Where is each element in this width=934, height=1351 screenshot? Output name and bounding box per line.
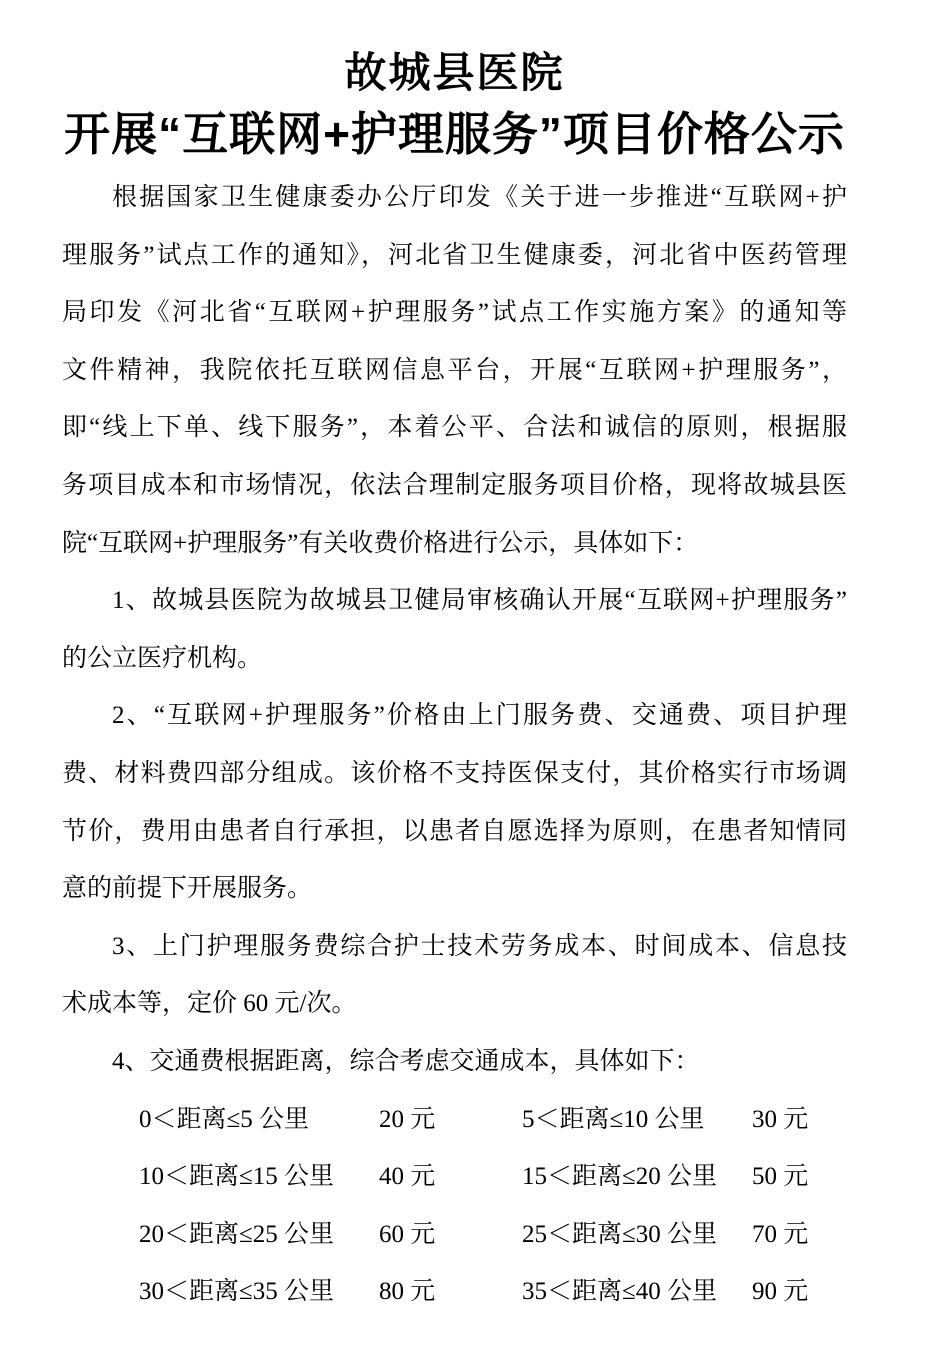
text-line: 即“线上下单、线下服务”，本着公平、合法和诚信的原则，根据服 bbox=[62, 414, 847, 442]
distance-range-cell: 20＜距离≤25 公里 bbox=[139, 1220, 334, 1248]
text-line: 3、上门护理服务费综合护士技术劳务成本、时间成本、信息技 bbox=[112, 932, 847, 960]
price-cell: 40 元 bbox=[379, 1163, 436, 1191]
fee-table-row bbox=[62, 1148, 847, 1206]
text-line: 务项目成本和市场情况，依法合理制定服务项目价格，现将故城县医 bbox=[62, 471, 847, 499]
text-line: 局印发《河北省“互联网+护理服务”试点工作实施方案》的通知等 bbox=[62, 299, 847, 327]
text-line: 1、故城县医院为故城县卫健局审核确认开展“互联网+护理服务” bbox=[112, 587, 847, 615]
fee-table-row bbox=[62, 1206, 847, 1264]
paragraph bbox=[62, 572, 847, 687]
distance-range-cell: 30＜距离≤35 公里 bbox=[139, 1278, 334, 1306]
price-cell: 30 元 bbox=[752, 1105, 809, 1133]
price-cell: 20 元 bbox=[379, 1105, 436, 1133]
price-cell: 60 元 bbox=[379, 1220, 436, 1248]
text-line: 费、材料费四部分组成。该价格不支持医保支付，其价格实行市场调 bbox=[62, 759, 847, 787]
price-cell: 80 元 bbox=[379, 1278, 436, 1306]
text-line: 节价，费用由患者自行承担，以患者自愿选择为原则，在患者知情同 bbox=[62, 817, 847, 845]
paragraph bbox=[62, 918, 847, 1033]
distance-range-cell: 15＜距离≤20 公里 bbox=[522, 1163, 717, 1191]
fee-table-row bbox=[62, 1263, 847, 1321]
document-subtitle: 开展“互联网+护理服务”项目价格公示 bbox=[64, 108, 845, 160]
paragraph bbox=[62, 1033, 847, 1091]
text-line: 理服务”试点工作的通知》，河北省卫生健康委，河北省中医药管理 bbox=[62, 241, 847, 269]
distance-range-cell: 5＜距离≤10 公里 bbox=[522, 1105, 705, 1133]
document-body bbox=[62, 169, 847, 1091]
distance-range-cell: 25＜距离≤30 公里 bbox=[522, 1220, 717, 1248]
text-line: 4、交通费根据距离，综合考虑交通成本，具体如下： bbox=[112, 1047, 700, 1075]
text-line: 2、“互联网+护理服务”价格由上门服务费、交通费、项目护理 bbox=[112, 702, 847, 730]
distance-range-cell: 35＜距离≤40 公里 bbox=[522, 1278, 717, 1306]
paragraph bbox=[62, 169, 847, 572]
text-line: 根据国家卫生健康委办公厅印发《关于进一步推进“互联网+护 bbox=[112, 184, 847, 211]
fee-table-row bbox=[62, 1091, 847, 1149]
fee-table bbox=[62, 1091, 847, 1321]
price-cell: 70 元 bbox=[752, 1220, 809, 1248]
price-cell: 50 元 bbox=[752, 1163, 809, 1191]
text-line: 的公立医疗机构。 bbox=[62, 644, 263, 672]
text-line: 院“互联网+护理服务”有关收费价格进行公示，具体如下： bbox=[62, 529, 699, 557]
text-line: 意的前提下开展服务。 bbox=[62, 875, 313, 903]
paragraph bbox=[62, 687, 847, 917]
price-cell: 90 元 bbox=[752, 1278, 809, 1306]
distance-range-cell: 10＜距离≤15 公里 bbox=[139, 1163, 334, 1191]
distance-range-cell: 0＜距离≤5 公里 bbox=[139, 1105, 309, 1133]
document-title: 故城县医院 bbox=[344, 49, 565, 96]
text-line: 术成本等，定价 60 元/次。 bbox=[62, 990, 357, 1018]
text-line: 文件精神，我院依托互联网信息平台，开展“互联网+护理服务”， bbox=[62, 356, 847, 384]
